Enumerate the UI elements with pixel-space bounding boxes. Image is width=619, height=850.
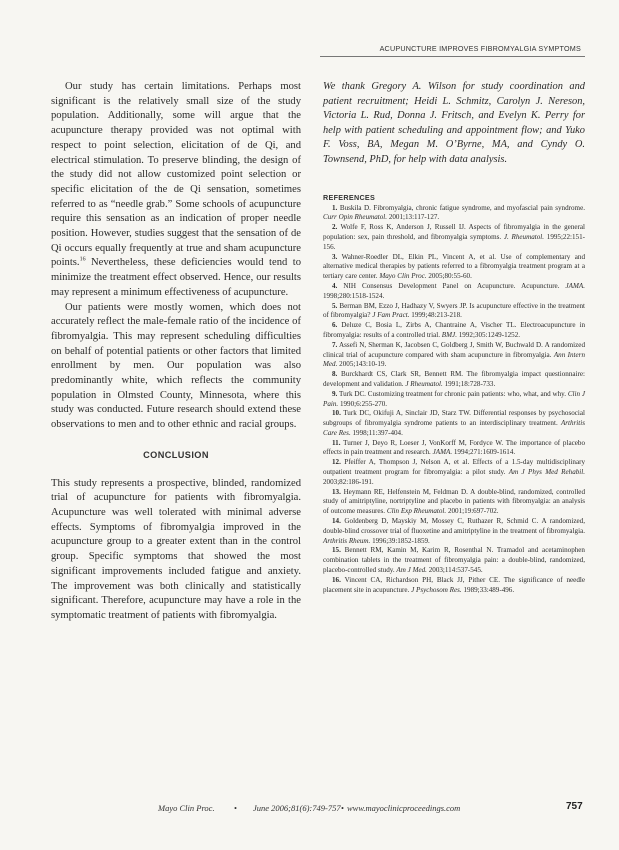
reference-citation: 2001;19:697-702. (447, 507, 499, 516)
reference-item (323, 341, 585, 370)
footer-bullet: • (234, 803, 237, 813)
reference-journal: Curr Opin Rheumatol. (323, 213, 388, 222)
reference-item (323, 223, 585, 252)
footer-bullet: • (341, 803, 344, 813)
conclusion-heading: CONCLUSION (143, 449, 209, 460)
reference-number: 12. (332, 458, 341, 467)
reference-number: 15. (332, 546, 341, 555)
reference-citation: 1996;39:1852-1859. (372, 536, 430, 545)
reference-journal: Arthritis Care Res. (323, 419, 585, 437)
reference-text: Deluze C, Bosia L, Zirbs A, Chantraine A, Vischer TL. Electroacupuncture in fibromyalgia: results of a controlled trial. (323, 321, 585, 339)
reference-item (323, 409, 585, 438)
reference-citation: 1994;271:1609-1614. (453, 448, 516, 457)
reference-text: Pfeiffer A, Thompson J, Nelson A, et al. Effects of a 1.5-day multidisciplinary outpatient treatment program for fibromyalgia: a pilot study. (323, 458, 586, 477)
reference-item (323, 488, 585, 517)
reference-citation: 2005;80:55-60. (428, 272, 472, 281)
reference-item (323, 517, 585, 546)
reference-number: 11. (332, 438, 341, 447)
reference-item (323, 253, 585, 282)
page-number: 757 (566, 801, 583, 812)
reference-journal: JAMA. (565, 281, 585, 290)
reference-journal: BMJ. (441, 330, 457, 339)
reference-item (323, 204, 585, 224)
reference-citation: 2005;143:10-19. (339, 360, 387, 369)
reference-number: 13. (332, 487, 341, 496)
reference-citation: 1992;305:1249-1252. (458, 330, 521, 339)
reference-item (323, 390, 585, 410)
reference-text: Turk DC. Customizing treatment for chronic pain patients: who, what, and why. (339, 389, 567, 398)
reference-number: 3. (332, 252, 338, 261)
reference-number: 8. (332, 370, 338, 379)
paragraph-limitations-end: Nevertheless, these deficiencies would tend to minimize the treatment effect observed. Hence, our results may represent a minimum effectiveness of acupuncture. (51, 257, 301, 298)
reference-journal: J Rheumatol. (405, 379, 443, 388)
reference-citation: 2003;82:186-191. (323, 477, 374, 486)
reference-text: Assefi N, Sherman K, Jacobsen C, Goldberg J, Smith W, Buchwald D. A randomized clinical trial of acupuncture compared with sham acupuncture in fibromyalgia. (323, 340, 585, 359)
reference-number: 1. (332, 203, 338, 212)
running-head: ACUPUNCTURE IMPROVES FIBROMYALGIA SYMPTOMS (379, 44, 581, 53)
reference-item (323, 282, 585, 302)
reference-text: Wolfe F, Ross K, Anderson J, Russell IJ. Aspects of fibromyalgia in the general population: sex, pain threshold, and fibromyalgia symptoms. (323, 223, 585, 241)
reference-number: 16. (332, 575, 341, 584)
reference-text: Wahner-Roedler DL, Elkin PL, Vincent A, et al. Use of complementary and alternative medical therapies by patients referred to a fibromyalgia treatment program at a tertiary care center. (323, 252, 585, 281)
reference-citation: 1995;22:151-156. (323, 232, 585, 251)
references-heading: REFERENCES (323, 192, 376, 202)
reference-citation: 1998;11:397-404. (352, 428, 403, 437)
reference-journal: Am J Phys Med Rehabil. (508, 468, 585, 477)
reference-number: 6. (332, 321, 338, 330)
acknowledgment: We thank Gregory A. Wilson for study coordination and patient recruitment; Heidi L. Schmitz, Carolyn J. Nereson, Victoria L. Rud, Donna J. Fritsch, and Evelyn K. Perry for help with patient scheduling and appointment flow; and Yuko F. Voss, BA, Megan M. O’Byrne, MA, and Cyndy O. Townsend, PhD, for help with data analysis. (323, 81, 585, 165)
reference-journal: JAMA. (432, 448, 453, 457)
footer-url[interactable]: www.mayoclinicproceedings.com (347, 803, 461, 813)
reference-journal: J. Rheumatol. (503, 232, 545, 241)
reference-text: Turner J, Deyo R, Loeser J, VonKorff M, Fordyce W. The importance of placebo effects in pain treatment and research. (323, 438, 585, 457)
reference-text: Buskila D. Fibromyalgia, chronic fatigue syndrome, and myofascial pain syndrome. (339, 203, 585, 212)
reference-text: Bennett RM, Kamin M, Karim R, Rosenthal N. Tramadol and acetaminophen combination tablets in the treatment of fibromyalgia pain: a double-blind, randomized, placebo-controlled study. (323, 546, 585, 575)
right-column (323, 80, 585, 595)
reference-citation: 1989;33:489-496. (463, 585, 515, 594)
reference-citation: 2003;114:537-545. (428, 566, 483, 575)
reference-text: Turk DC, Okifuji A, Sinclair JD, Starz TW. Differential responses by psychosocial subgroups of fibromyalgia syndrome patients to an interdisciplinary treatment. (323, 409, 586, 428)
reference-journal: Clin Exp Rheumatol. (386, 507, 447, 516)
footer-journal: Mayo Clin Proc. (158, 803, 215, 813)
paragraph-limitations-text: Our study has certain limitations. Perhaps most significant is the relatively small size of the study population. Additionally, some will argue that the acupuncture therapy provided was not optimal with respect to point selection, elicitation of de Qi, and electrical stimulation. To preserve blinding, the design of the study did not allow customized point selection or specific elicitation of the de Qi sensation, sometimes referred to as “needle grab.” Some schools of acupuncture require this sensation as an indication of proper needle position. However, studies suggest that the sensation of de Qi occurs equally frequently at true and sham acupuncture points. (51, 81, 301, 269)
header-rule (320, 56, 585, 57)
citation-superscript: 16 (79, 256, 86, 263)
reference-citation: 1999;48:213-218. (411, 311, 462, 320)
reference-number: 10. (332, 409, 341, 418)
reference-number: 4. (332, 281, 338, 290)
reference-item (323, 302, 585, 322)
reference-item (323, 546, 585, 575)
reference-item (323, 576, 585, 596)
reference-journal: Ann Intern Med. (323, 350, 585, 369)
reference-list (323, 204, 585, 596)
reference-text: Heymann RE, Helfenstein M, Feldman D. A double-blind, randomized, controlled study of amitriptyline, nortriptyline and placebo in patients with fibromyalgia: an analysis of outcome measures. (323, 487, 585, 516)
reference-journal: J Psychosom Res. (411, 585, 462, 594)
reference-journal: Clin J Pain. (323, 389, 585, 408)
reference-journal: Arthritis Rheum. (323, 536, 371, 545)
reference-journal: J Fam Pract. (372, 311, 410, 320)
reference-text: Goldenberg D, Mayskiy M, Mossey C, Ruthazer R, Schmid C. A randomized, double-blind crossover trial of fluoxetine and amitriptyline in the treatment of fibromyalgia. (323, 517, 585, 535)
paragraph-limitations (51, 80, 301, 301)
reference-number: 5. (332, 301, 338, 310)
reference-text: Berman BM, Ezzo J, Hadhazy V, Swyers JP. Is acupuncture effective in the treatment of fibromyalgia? (323, 301, 585, 320)
reference-number: 2. (332, 223, 338, 232)
reference-citation: 1991;18:728-733. (444, 379, 496, 388)
reference-citation: 1998;280:1518-1524. (323, 291, 385, 300)
left-column (51, 80, 301, 624)
reference-journal: Mayo Clin Proc. (379, 272, 427, 281)
reference-item (323, 370, 585, 390)
reference-citation: 1990;6:255-270. (339, 399, 388, 408)
reference-item (323, 458, 585, 487)
reference-text: NIH Consensus Development Panel on Acupuncture. Acupuncture. (343, 281, 560, 290)
paragraph-population: Our patients were mostly women, which does not accurately reflect the male-female ratio of the incidence of fibromyalgia. This may represent scheduling difficulties on behalf of potential patients or other factors that limited enrollment by men. Our population was also predominantly white, which reflects the community population in Olmsted County, Minnesota, where this study was conducted. Future research should extend these observations to men and to other ethnic and racial groups. (51, 301, 301, 431)
paragraph-conclusion: This study represents a prospective, blinded, randomized trial of acupuncture for patients with fibromyalgia. Acupuncture was well tolerated with minimal adverse effects. Symptoms of fibromyalgia improved in the acupuncture group to a greater extent than in the control group. Specific symptoms that showed the most significant improvements included fatigue and anxiety. The improvement was both clinically and statistically significant. Therefore, acupuncture may have a role in the symptomatic treatment of patients with fibromyalgia. (51, 477, 301, 621)
reference-number: 7. (332, 340, 338, 349)
footer-issue: June 2006;81(6):749-757 (253, 803, 341, 813)
reference-number: 9. (332, 389, 338, 398)
reference-number: 14. (332, 517, 341, 526)
reference-text: Burckhardt CS, Clark SR, Bennett RM. The fibromyalgia impact questionnaire: development and validation. (323, 370, 585, 388)
reference-citation: 2001;13:117-127. (388, 213, 440, 222)
reference-text: Vincent CA, Richardson PH, Black JJ, Pither CE. The significance of needle placement site in acupuncture. (323, 575, 585, 594)
reference-journal: Am J Med. (396, 566, 427, 575)
reference-item (323, 439, 585, 459)
reference-item (323, 321, 585, 341)
